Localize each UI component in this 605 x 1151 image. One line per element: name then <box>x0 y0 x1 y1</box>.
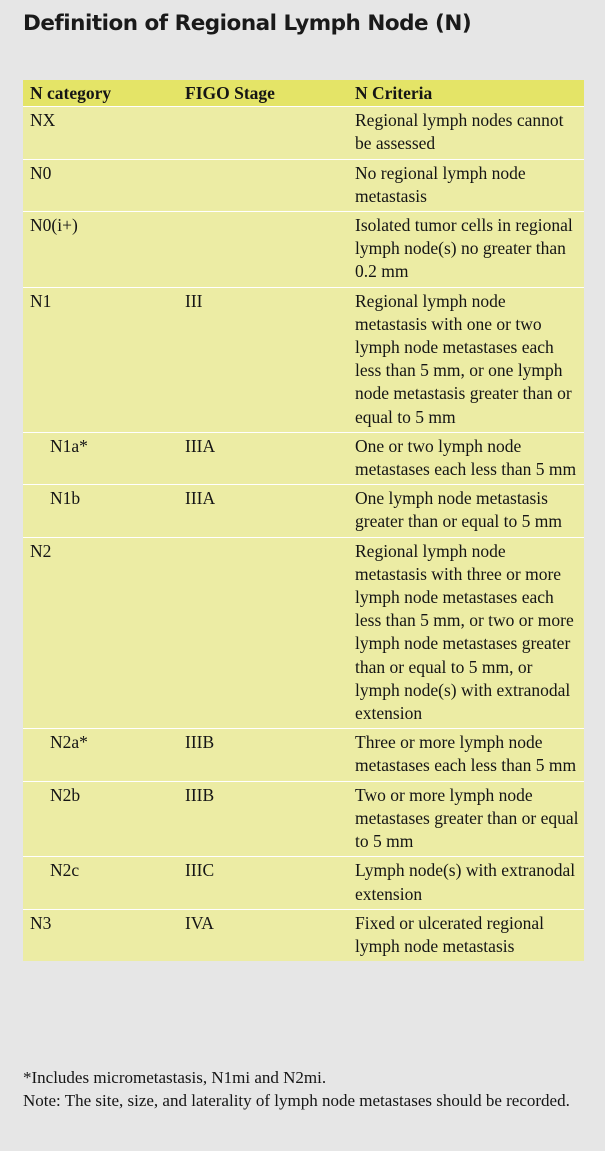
figo-stage-cell <box>178 109 348 155</box>
table-notes <box>23 1066 585 1113</box>
figo-stage-cell: IIIA <box>185 488 216 509</box>
header-figo-stage: FIGO Stage <box>185 83 275 103</box>
n-category-cell: N2b <box>50 784 81 805</box>
figo-stage-cell <box>178 162 348 208</box>
n-criteria-cell: Regional lymph node metastasis with three or more lymph node metastases each less than 5 mm, or two or more lymph node metastases greater than or equal to 5 mm, or lymph node(s) with extranodal extension <box>355 540 574 724</box>
table-row <box>23 106 584 158</box>
note: Note: The site, size, and laterality of lymph node metastases should be recorded. <box>23 1091 570 1111</box>
figo-stage-cell: IVA <box>185 912 214 933</box>
figo-stage-cell <box>178 214 348 284</box>
table-row <box>23 287 584 432</box>
table-row <box>23 781 584 857</box>
figo-stage-cell: III <box>185 290 203 311</box>
n-category-cell: NX <box>30 110 56 131</box>
n-category-cell: N0 <box>30 162 52 183</box>
n-criteria-cell: Regional lymph nodes cannot be assessed <box>355 110 564 154</box>
table-row <box>23 856 584 908</box>
table-row <box>23 537 584 729</box>
n-category-cell: N2a* <box>50 732 88 753</box>
page-title: Definition of Regional Lymph Node (N) <box>23 11 472 36</box>
n-criteria-cell: No regional lymph node metastasis <box>355 162 526 206</box>
footnote: *Includes micrometastasis, N1mi and N2mi. <box>23 1068 327 1087</box>
header-n-criteria: N Criteria <box>355 83 433 103</box>
n-criteria-cell: Regional lymph node metastasis with one or two lymph node metastases each less than 5 mm, or one lymph node metastasis greater than or equal to 5 mm <box>355 290 572 427</box>
figo-stage-cell: IIIA <box>185 435 216 456</box>
n-category-cell: N1a* <box>50 435 88 456</box>
n-category-cell: N0(i+) <box>30 215 78 236</box>
figo-stage-cell: IIIC <box>185 860 215 881</box>
table-row <box>23 484 584 536</box>
header-n-category: N category <box>30 83 112 103</box>
n-category-cell: N2 <box>30 540 52 561</box>
figo-stage-cell: IIIB <box>185 732 215 753</box>
n-category-cell: N1b <box>50 488 81 509</box>
table-row <box>23 909 584 961</box>
table-row <box>23 159 584 211</box>
table-row <box>23 728 584 780</box>
n-criteria-cell: One or two lymph node metastases each less than 5 mm <box>355 435 577 480</box>
table-row <box>23 211 584 287</box>
n-criteria-cell: Two or more lymph node metastases greater than or equal to 5 mm <box>355 784 579 852</box>
n-criteria-cell: Isolated tumor cells in regional lymph node(s) no greater than 0.2 mm <box>355 215 573 282</box>
n-criteria-cell: One lymph node metastasis greater than or equal to 5 mm <box>355 488 563 532</box>
table-header-row <box>23 80 584 106</box>
n-category-cell: N3 <box>30 912 52 933</box>
figo-stage-cell: IIIB <box>185 784 215 805</box>
n-category-cell: N2c <box>50 860 80 881</box>
n-category-cell: N1 <box>30 290 52 311</box>
n-criteria-cell: Lymph node(s) with extranodal extension <box>355 860 576 904</box>
lymph-node-table <box>23 80 584 961</box>
n-criteria-cell: Three or more lymph node metastases each less than 5 mm <box>355 732 577 776</box>
n-criteria-cell: Fixed or ulcerated regional lymph node metastasis <box>355 912 545 956</box>
table-row <box>23 432 584 484</box>
figo-stage-cell <box>178 540 348 726</box>
